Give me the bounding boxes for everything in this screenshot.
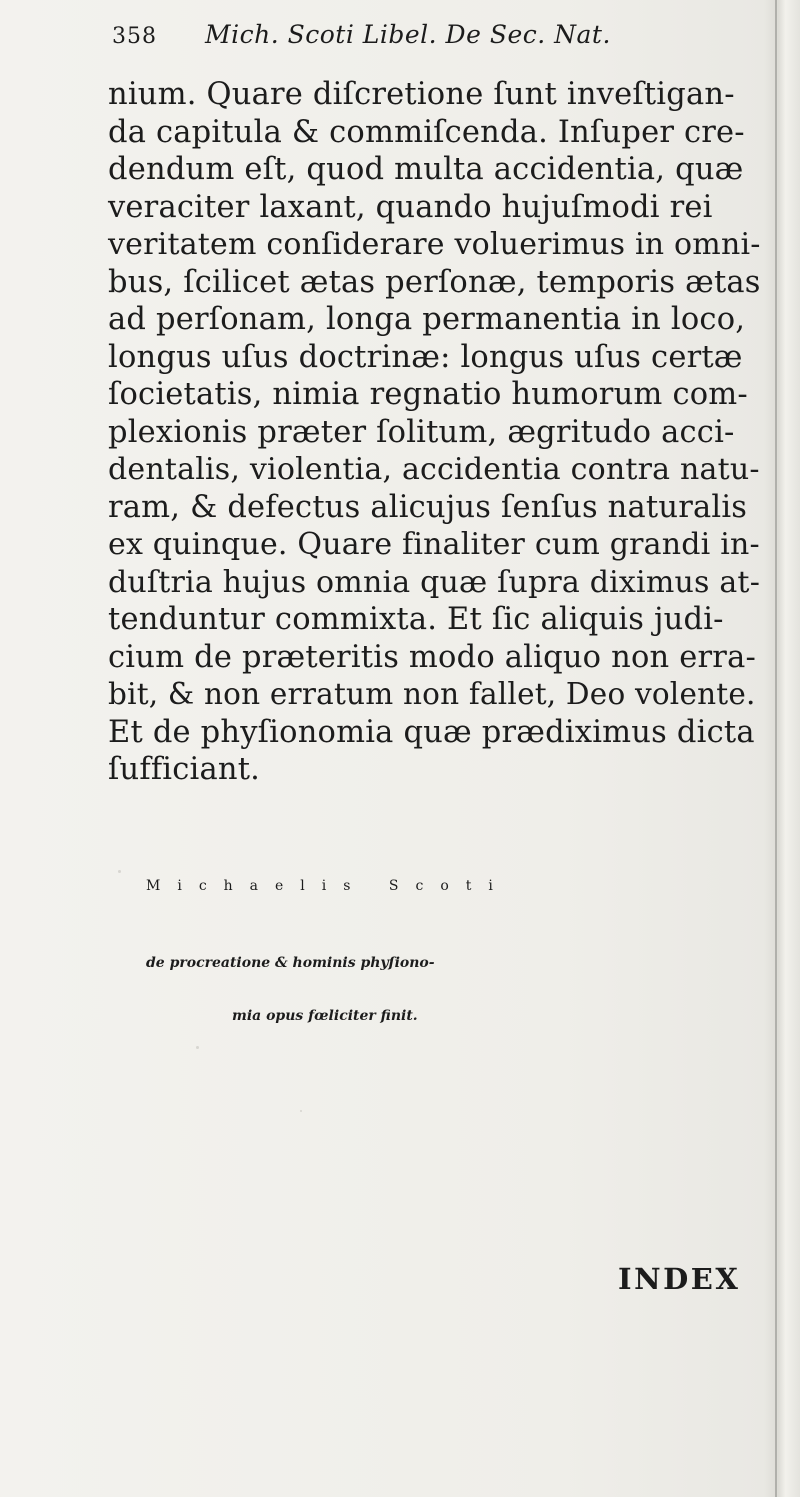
text-line: tenduntur commixta. Et ſic aliquis judi- xyxy=(108,602,724,637)
page-number: 358 xyxy=(112,24,157,49)
page-edge-shadow xyxy=(775,0,777,1497)
text-line: veraciter laxant, quando hujuſmodi rei xyxy=(108,189,713,225)
body-text xyxy=(108,76,768,789)
ink-speck xyxy=(118,870,121,873)
text-line: dentalis, violentia, accidentia contra natu- xyxy=(108,452,760,487)
text-line: nium. Quare diſcretione ſunt inveſtigan- xyxy=(108,77,735,112)
text-line: da capitula & commiſcenda. Inſuper cre- xyxy=(108,114,745,150)
running-head: Mich. Scoti Libel. De Sec. Nat. xyxy=(205,20,611,49)
ink-speck xyxy=(196,1046,199,1049)
page-header xyxy=(112,20,752,60)
text-line: dendum eſt, quod multa accidentia, quæ xyxy=(108,152,744,187)
text-line: veritatem conſiderare voluerimus in omni- xyxy=(108,227,761,262)
text-line: ad perſonam, longa permanentia in loco, xyxy=(108,302,746,337)
text-line: bus, ſcilicet ætas perſonæ, temporis ætas xyxy=(108,264,761,300)
text-line: ex quinque. Quare finaliter cum grandi in- xyxy=(108,527,760,562)
text-line: bit, & non erratum non fallet, Deo volente. xyxy=(108,677,756,711)
text-line: ſocietatis, nimia regnatio humorum com- xyxy=(108,377,748,412)
colophon-line-2: mia opus fœliciter finit. xyxy=(232,1008,418,1024)
text-line: Et de phyſionomia quæ prædiximus dicta xyxy=(108,714,755,750)
text-line: duſtria hujus omnia quæ ſupra diximus at- xyxy=(108,564,761,600)
ink-speck xyxy=(300,1110,302,1112)
catchword: INDEX xyxy=(618,1262,741,1296)
colophon-line-1: de procreatione & hominis phyſiono- xyxy=(146,955,435,971)
text-line: ram, & defectus alicujus ſenſus naturalis xyxy=(108,489,748,525)
text-line: cium de præteritis modo aliquo non erra- xyxy=(108,639,756,675)
text-line: ſufficiant. xyxy=(108,752,261,787)
colophon-title: Michaelis Scoti xyxy=(146,878,510,894)
binding-gutter xyxy=(764,0,800,1497)
text-line: longus uſus doctrinæ: longus uſus certæ xyxy=(108,339,743,375)
text-line: plexionis præter ſolitum, ægritudo acci- xyxy=(108,414,735,450)
